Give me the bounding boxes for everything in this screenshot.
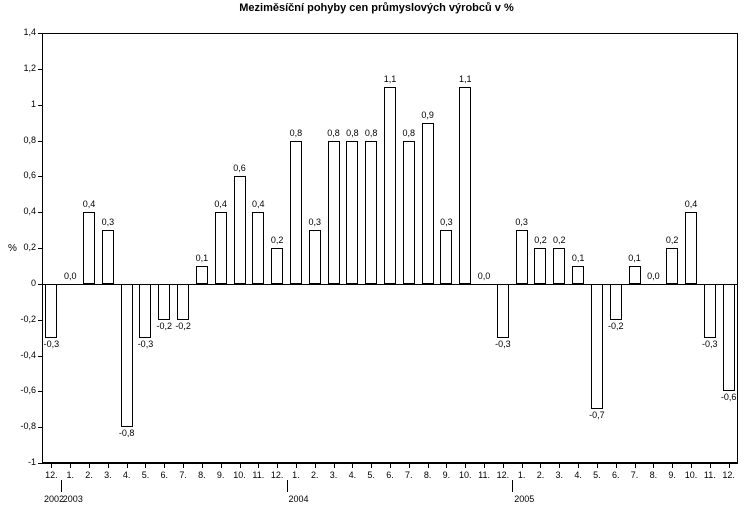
y-tick-mark [38,391,42,392]
bar-value-label: 0,1 [195,252,209,263]
bar-value-label: 0,0 [63,270,77,281]
bar [384,87,396,284]
y-tick-mark [38,33,42,34]
bar [365,141,377,284]
y-tick-mark [38,69,42,70]
x-tick-label: 5. [367,470,375,480]
bar [403,141,415,284]
y-tick-label: 0,2 [23,242,36,252]
y-tick-label: 1 [30,98,36,109]
y-tick-label: 0 [30,277,36,288]
bar-value-label: 0,4 [214,199,227,210]
bar [290,141,302,284]
bar [704,284,716,338]
bar-value-label: 0,8 [289,127,303,138]
x-tick-label: 3. [555,470,564,480]
x-tick-label: 1. [66,470,74,480]
page-title: Meziměsíční pohyby cen průmyslových výrobců v % [239,2,514,14]
x-tick-label: 4. [122,470,131,480]
bar-value-label: 0,8 [346,127,359,138]
bar [572,266,584,284]
bar-value-label: -0,3 [137,338,154,349]
y-tick-mark [38,141,42,142]
y-tick-label: 1,4 [23,27,36,37]
bar [234,176,246,284]
x-tick-label: 4. [348,470,357,480]
x-tick-label: 6. [611,470,620,480]
bar-value-label: -0,6 [720,392,737,403]
y-tick-label: 0,4 [23,206,36,217]
bar-value-label: 0,3 [308,217,321,228]
year-label: 2002 [44,494,65,504]
bar [271,248,283,284]
bar-value-label: 0,3 [440,217,453,228]
bar [422,123,434,284]
bar-value-label: -0,3 [702,338,718,349]
x-tick-label: 5. [593,470,601,480]
bar-value-label: 0,6 [233,163,246,174]
y-tick-mark [38,427,42,428]
x-tick-label: 6. [386,470,394,480]
year-separator [61,480,62,492]
bar-value-label: -0,3 [43,338,60,349]
y-tick-label: -0,6 [20,385,36,396]
bar-value-label: 0,4 [252,199,265,210]
bar [215,212,227,284]
y-tick-mark [38,356,42,357]
y-tick-label: -1 [27,457,36,467]
zero-baseline [42,284,738,285]
bar-value-label: 0,4 [684,199,698,210]
x-tick-label: 9. [216,470,225,480]
x-tick-label: 10. [458,470,472,480]
x-tick-label: 2. [85,470,93,480]
x-tick-label: 8. [198,470,206,480]
bar-value-label: 0,3 [515,217,528,228]
x-tick-label: 3. [329,470,338,480]
x-tick-label: 5. [141,470,150,480]
bar-value-label: -0,8 [118,428,135,439]
x-tick-label: 11. [703,470,716,480]
year-label: 2005 [514,494,535,504]
y-tick-mark [38,320,42,321]
x-tick-label: 10. [233,470,246,480]
x-tick-label: 12. [45,470,58,480]
bar-value-label: 0,3 [101,217,115,228]
x-tick-label: 11. [252,470,265,480]
bar [328,141,340,284]
x-tick-label: 7. [405,470,413,480]
bar [177,284,189,320]
bar [666,248,678,284]
y-tick-mark [38,176,42,177]
bar-value-label: 0,2 [270,235,284,245]
x-tick-label: 6. [160,470,169,480]
x-tick-label: 1. [292,470,300,480]
bar [459,87,471,284]
x-tick-label: 12. [496,470,510,480]
x-tick-label: 10. [684,470,698,480]
bar [610,284,622,320]
bar-value-label: -0,3 [495,338,511,349]
y-tick-label: -0,2 [20,313,36,324]
bar [497,284,509,338]
bar [45,284,57,338]
bar-value-label: 0,8 [327,127,340,138]
x-tick-label: 2. [536,470,545,480]
year-label: 2004 [288,494,309,504]
bar [309,230,321,284]
x-tick-label: 2. [310,470,319,480]
bar-value-label: 0,1 [628,252,641,263]
y-tick-label: 0,6 [23,170,36,181]
bar-value-label: 0,2 [553,235,566,245]
y-tick-label: -0,8 [20,421,36,432]
x-axis-line [42,463,738,464]
y-tick-mark [38,248,42,249]
bar-value-label: 0,9 [421,109,434,120]
bar-value-label: 0,2 [665,235,679,245]
bar-value-label: 0,0 [477,270,491,281]
year-separator [512,480,513,492]
y-axis-label: % [8,243,17,254]
bar [102,230,114,284]
bar-value-label: -0,2 [607,320,624,331]
x-tick-label: 7. [179,470,187,480]
bar-value-label: 0,0 [647,270,660,281]
y-tick-label: 0,8 [23,134,36,145]
bar-value-label: 0,1 [571,252,585,263]
bar [346,141,358,284]
x-tick-label: 3. [104,470,112,480]
bar [723,284,735,392]
year-separator [287,480,288,492]
x-tick-label: 8. [423,470,432,480]
bar-value-label: 0,8 [364,127,378,138]
y-tick-label: 1,2 [23,62,36,73]
bar-value-label: -0,2 [175,320,191,331]
y-tick-mark [38,212,42,213]
x-tick-label: 7. [630,470,639,480]
x-tick-label: 11. [478,470,490,480]
x-tick-label: 9. [668,470,676,480]
bar [440,230,452,284]
y-tick-mark [38,105,42,106]
x-tick-label: 8. [649,470,658,480]
x-tick-label: 4. [574,470,582,480]
x-tick-label: 9. [442,470,451,480]
bar-value-label: 1,1 [458,73,472,84]
bar-value-label: 0,2 [534,235,547,245]
bar-value-label: 0,4 [82,199,96,210]
x-tick-label: 12. [270,470,284,480]
bar [685,212,697,284]
bar-value-label: -0,2 [156,320,173,331]
x-tick-label: 1. [517,470,526,480]
bar [252,212,264,284]
x-tick-label: 12. [722,470,735,480]
year-label: 2003 [62,494,83,504]
bar-value-label: 0,8 [402,127,416,138]
bar-value-label: 1,1 [383,73,397,84]
bar [121,284,133,427]
bar-value-label: -0,7 [589,410,605,421]
bar [196,266,208,284]
bar [591,284,603,409]
y-tick-label: -0,4 [20,349,36,360]
bar [534,248,546,284]
bar [158,284,170,320]
